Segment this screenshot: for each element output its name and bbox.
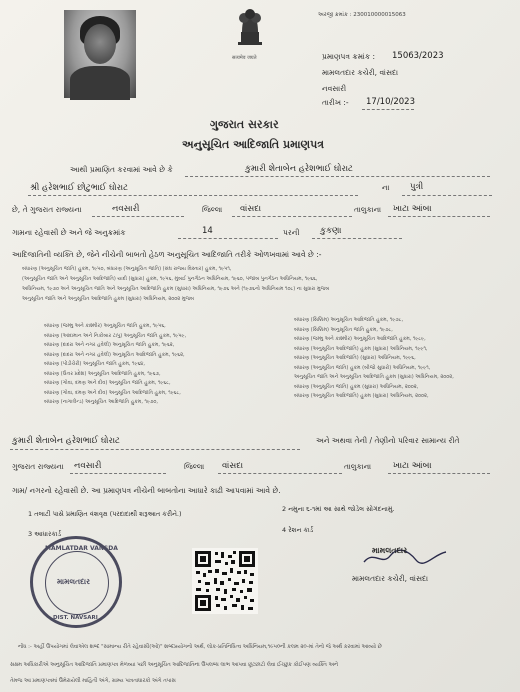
order-line-4: અનુસૂચિત જાતિ અને અનુસૂચિત આદિજાતિ હુકમ (સુધારા) અધિનિયમ, ૨૦૦૨ મુજબ xyxy=(22,296,195,302)
applicant-photo xyxy=(64,10,136,98)
cert-no: 15063/2023 xyxy=(392,51,444,61)
list-item: બંધારણ (જમ્મુ અને કાશ્મીર) અનુસૂચિત આદિજાતિ હુકમ, ૧૯૮૯, xyxy=(294,336,426,342)
applicant-name: કુમારી શેતાબેન હરેશભાઈ ઘોરાટ xyxy=(245,164,353,174)
list-item: બંધારણ (અનુસૂચિત આદિજાતિ) હુકમ (સુધારા) અધિનિયમ, ૧૯૯૧, xyxy=(294,345,428,352)
relation: પુત્રી xyxy=(410,182,424,192)
order-line-2: (અનુસૂચિત જાતિ અને અનુસૂચિત આદિજાતિ) યાદી (સુધારા) હુકમ, ૧૯૫૬, મુંબઈ પુનર્ગઠન અધિનિયમ, ૧૯૬૦, પંજાબ પુનર્ગઠન અધિનિયમ, ૧૯૬૬, xyxy=(22,276,318,282)
list-item: બંધારણ (ઉત્તર પ્રદેશ) અનુસૂચિત આદિજાતિ હુકમ, ૧૯૬૭, xyxy=(44,370,161,377)
doc-item-3: 3 આધારકાર્ડ xyxy=(28,530,62,538)
list-item: અનુસૂચિત જાતિ અને અનુસૂચિત આદિજાતિ હુકમ (સુધારા) અધિનિયમ, ૨૦૦૨, xyxy=(294,374,454,380)
footer-note-3: તેમજ આ પ્રમાણપત્રમાં ઉમેરાયેલી માહિતી અંગે, ગ્રામ્ય પાત્રતાધારકો અંગે તપાસ xyxy=(10,678,176,684)
government-title: ગુજરાત સરકાર xyxy=(210,118,279,131)
father-name: શ્રી હરેશભાઈ છોટુભાઈ ઘોરાટ xyxy=(30,183,129,193)
signatory-title: મામલતદાર xyxy=(372,546,408,555)
recognition-text: આદિજાતિની વ્યક્તિ છે, જેને નીચેની બાબતો હેઠળ અનુસૂચિત આદિજાતિ તરીકે ઓળખવામાં આવે છે :- xyxy=(12,250,322,259)
list-item: બંધારણ (અનુસૂચિત આદિજાતિ) હુકમ (સુધારા) અધિનિયમ, ૨૦૦૨, xyxy=(294,393,429,399)
date-label: તારીખ :- xyxy=(322,98,349,107)
emblem-caption: सत्यमेव जयते xyxy=(232,55,257,61)
family-text: અને અથવા તેની / તેણીનો પરિવાર સામાન્ય રીતે xyxy=(316,436,460,445)
qr-code xyxy=(192,548,258,614)
list-item: બંધારણ (અનુસૂચિત જાતિ) હુકમ (સુધારા) અધિનિયમ, ૨૦૦૨, xyxy=(294,383,419,390)
seal-text-top: MAMLATDAR VANSDA xyxy=(45,545,118,552)
seal-text-mid: મામલતદાર xyxy=(57,577,90,586)
list-item: બંધારણ (સિક્કિમ) અનુસૂચિત જાતિ હુકમ, ૧૯૭૮, xyxy=(294,326,393,333)
taluka-label-2: તાલુકાના xyxy=(344,462,372,471)
taluka-value-2: વાંસદા xyxy=(222,461,244,471)
tribe-name: કુકણા xyxy=(320,226,342,236)
list-item: બંધારણ (પોંડીચેરી) અનુસૂચિત જાતિ હુકમ, ૧૯૬૪, xyxy=(44,361,145,367)
district-label-2: જિલ્લા xyxy=(184,462,205,471)
list-item: બંધારણ (સિક્કિમ) અનુસૂચિત આદિજાતિ હુકમ, ૧૯૭૮, xyxy=(294,317,404,323)
doc-item-2: 2 નમુના ૬-૧માં આ સાથે જોડેલ સોગંદનામું. xyxy=(282,505,395,513)
order-list-right xyxy=(294,316,454,402)
list-item: બંધારણ (જમ્મુ અને કાશ્મીર) અનુસૂચિત જાતિ હુકમ, ૧૯૫૬, xyxy=(44,323,166,329)
footer-note-1: નોંધ :- અહીં ઉપયોગમાં લેવાએલ શબ્દ "સામાન્ય રીતે રહેવાસી(ઓ)" શબ્દપ્રયોગનો અર્થ, લોક-પ્રતિનિધિત્વ અધિનિયમ,૧૯૫૦ની કલમ ૨૦-માં તેનો જે અર્થ કરવામાં આવ્યો છે xyxy=(18,644,382,650)
list-item: બંધારણ (અનુસૂચિત જાતિ) હુકમ (બીજો સુધારો) અધિનિયમ, ૧૯૯૧, xyxy=(294,364,431,371)
applicant-name-repeat: કુમારી શેતાબેન હરેશભાઈ ઘોરાટ xyxy=(12,436,120,446)
order-line-3: અધિનિયમ, ૧૯૭૦ અને અનુસૂચિત જાતિ અને અનુસૂચિત આદિજાતિ હુકમ (સુધારા) અધિનિયમ, ૧૯૭૬ અને (૧૯૭૬નો અધિનિયમ ૧૦૮) ના સુધારા મુજબ xyxy=(22,286,330,292)
district-label: જિલ્લા xyxy=(202,205,223,214)
taluka-label: તાલુકાના xyxy=(354,205,382,214)
serial-number: 14 xyxy=(202,226,213,236)
seal-text-bottom: DIST. NAVSARI xyxy=(53,615,98,621)
list-item: બંધારણ (ગોવા, દમણ અને દીવ) અનુસૂચિત જાતિ હુકમ, ૧૯૬૮, xyxy=(44,380,171,386)
list-item: બંધારણ (નાગાલેન્ડ) અનુસૂચિત આદિજાતિ હુકમ, ૧૯૭૦, xyxy=(44,399,158,405)
issue-date: 17/10/2023 xyxy=(366,97,415,107)
district-name: નવસારી xyxy=(322,84,347,93)
state-text: છે, તે ગુજરાત રાજ્યના xyxy=(12,205,82,214)
district-value: નવસારી xyxy=(112,204,140,214)
official-seal xyxy=(30,536,122,628)
taluka-value: વાંસદા xyxy=(240,204,262,214)
office-name: મામલતદાર કચેરી, વાંસદા xyxy=(322,68,399,77)
tribe-label: પરની xyxy=(283,228,300,237)
village-value: ખાટા આંબા xyxy=(393,204,432,214)
list-item: બંધારણ (દાદરા અને નગર હવેલી) અનુસૂચિત આદિજાતિ હુકમ, ૧૯૬૨, xyxy=(44,351,185,358)
order-line-1: બંધારણ (અનુસૂચિત જાતિ) હુકમ, ૧૯૫૦, બંધારણ (અનુસૂચિત જાતિ) (સંઘ રાજ્ય વિસ્તાર) હુકમ, ૧૯૫૧, xyxy=(22,266,232,272)
certificate-title: અનુસૂચિત આદિજાતિ પ્રમાણપત્ર xyxy=(182,138,325,151)
list-item: બંધારણ (અનુસૂચિત આદિજાતિ) (સુધારા) અધિનિયમ, ૧૯૯૬, xyxy=(294,355,416,361)
list-item: બંધારણ (ગોવા, દમણ અને દીવ) અનુસૂચિત આદિજાતિ હુકમ, ૧૯૬૮, xyxy=(44,389,181,396)
list-item: બંધારણ (દાદરા અને નગર હવેલી) અનુસૂચિત જાતિ હુકમ, ૧૯૬૨, xyxy=(44,342,175,348)
order-list-left xyxy=(44,322,186,408)
village-value-2: ખાટા આંબા xyxy=(393,461,432,471)
village-text: ગામના રહેવાસી છે અને જે અનુક્રમાંક xyxy=(12,228,126,237)
certify-text: આથી પ્રમાણિત કરવામાં આવે છે કે xyxy=(70,165,173,174)
doc-item-1: 1 તલાટી પાસે પ્રમાણિત વંશવૃક્ષ (પરદાદાથી શરૂઆત કરીને.) xyxy=(28,510,182,518)
cert-no-label: પ્રમાણપત્ર ક્રમાંક : xyxy=(322,52,376,61)
state-text-2: ગુજરાત રાજ્યના xyxy=(12,462,64,471)
footer-note-2: સક્ષમ અધિકારીએ અનુસૂચિત આદિજાતિ પ્રમાણપત્ર મેળવ્યા પછી અનુસૂચિત આદિજાતિના ઉપલબ્ધ લાભ આપવા છૂટછાટો લેવા ઈચ્છુક કોઈપણ વ્યક્તિ અને xyxy=(10,662,338,668)
list-item: બંધારણ (આંદામાન અને નિકોબાર ટાપુ) અનુસૂચિત જાતિ હુકમ, ૧૯૫૯, xyxy=(44,332,187,339)
doc-item-4: 4 રેશન કાર્ડ xyxy=(282,526,314,534)
issued-text: ગામ/ નગરનો રહેવાસી છે. આ પ્રમાણપત્ર નીચેની બાબતોના આધારે કાઢી આપવામાં આવે છે. xyxy=(12,486,281,495)
signatory-office: મામલતદાર કચેરી, વાંસદા xyxy=(352,574,429,583)
national-emblem-icon xyxy=(228,4,272,54)
relation-label: ના xyxy=(382,183,390,192)
application-number: અરજી ક્રમાંક : 230010000015063 xyxy=(318,12,406,18)
district-value-2: નવસારી xyxy=(74,461,102,471)
